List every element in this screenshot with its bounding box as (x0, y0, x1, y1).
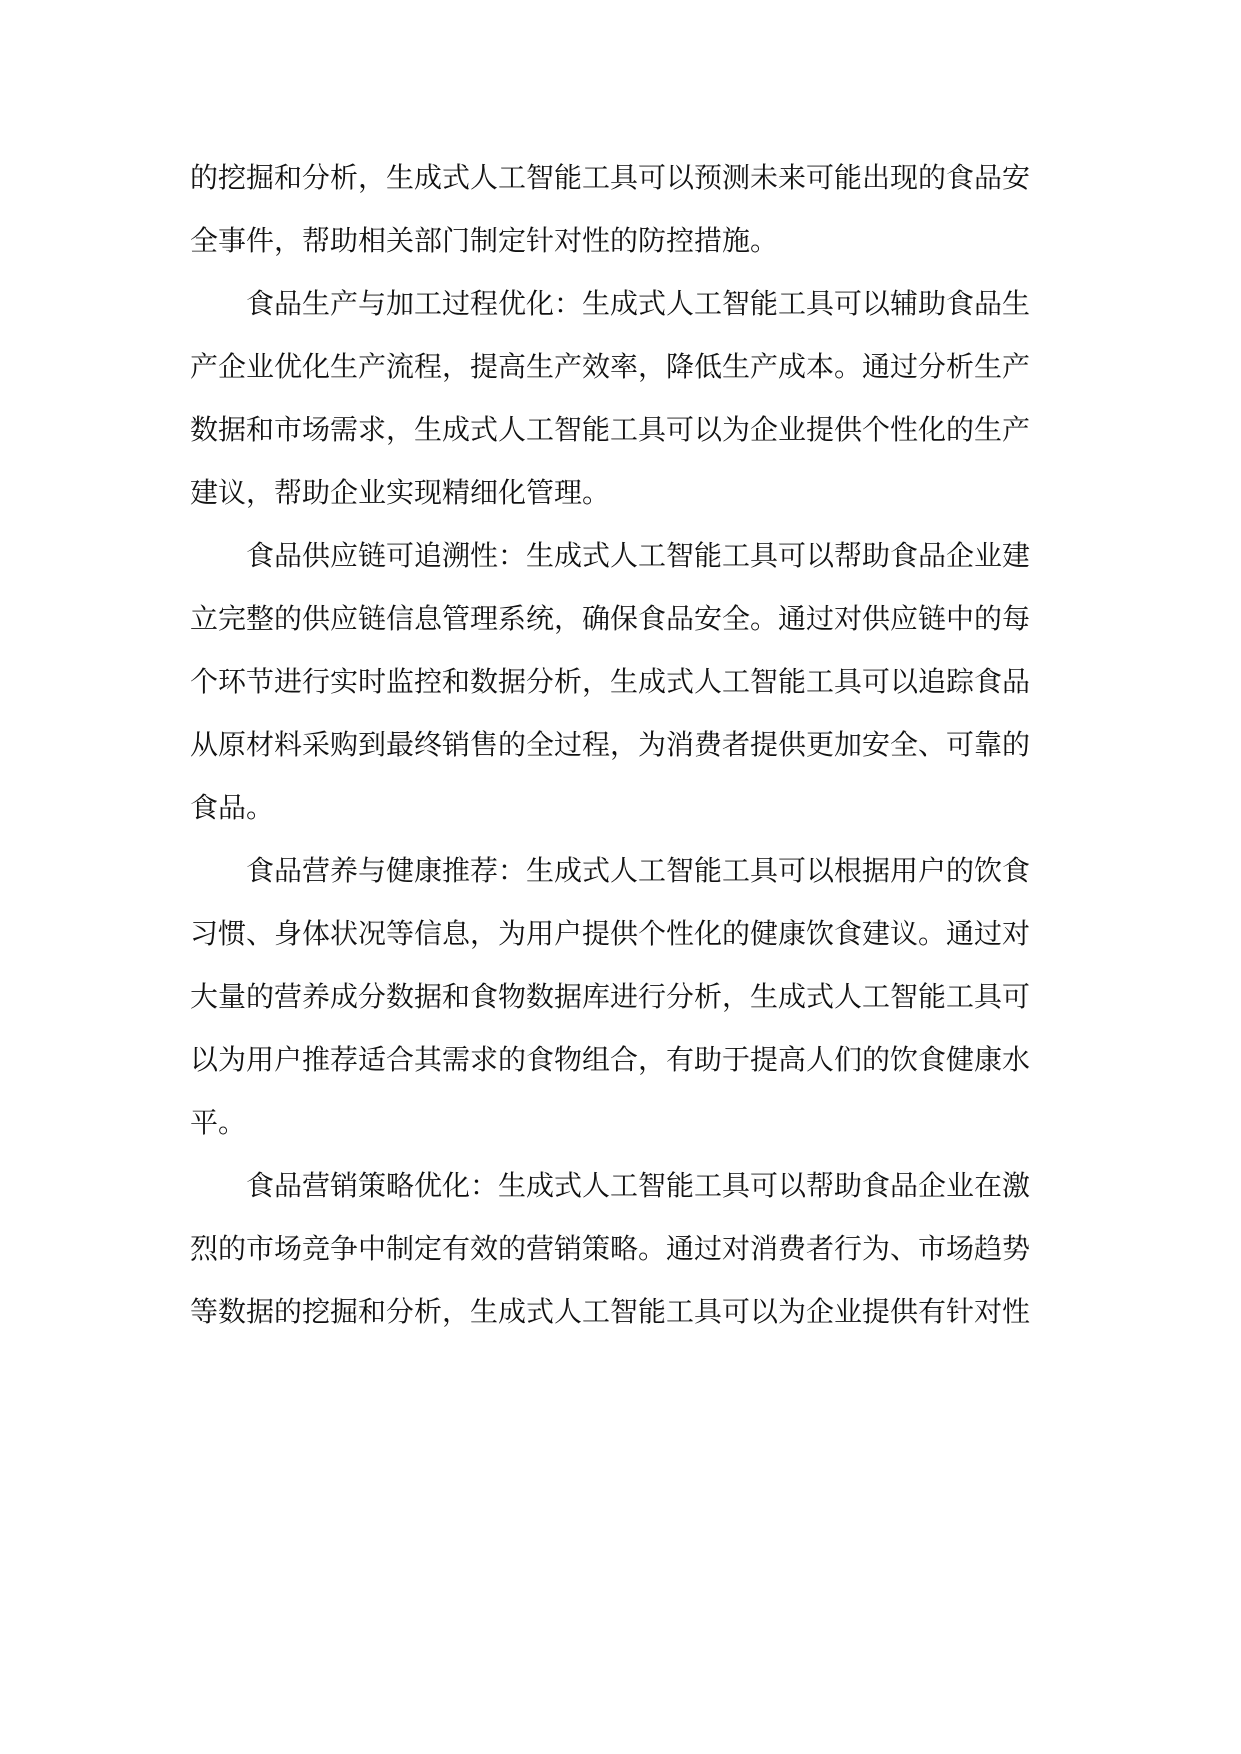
text-line: 的挖掘和分析，生成式人工智能工具可以预测未来可能出现的食品安 (190, 161, 1031, 194)
document-body (190, 146, 1050, 1343)
text-line: 食品生产与加工过程优化：生成式人工智能工具可以辅助食品生 (246, 287, 1031, 320)
text-line: 建议，帮助企业实现精细化管理。 (190, 476, 611, 509)
text-line: 烈的市场竞争中制定有效的营销策略。通过对消费者行为、市场趋势 (190, 1232, 1031, 1265)
text-line: 习惯、身体状况等信息，为用户提供个性化的健康饮食建议。通过对 (190, 917, 1031, 950)
text-line: 平。 (190, 1106, 247, 1139)
text-line: 食品供应链可追溯性：生成式人工智能工具可以帮助食品企业建 (246, 539, 1031, 572)
text-line: 立完整的供应链信息管理系统，确保食品安全。通过对供应链中的每 (190, 602, 1031, 635)
text-line: 大量的营养成分数据和食物数据库进行分析，生成式人工智能工具可 (190, 980, 1031, 1013)
text-line: 以为用户推荐适合其需求的食物组合，有助于提高人们的饮食健康水 (190, 1043, 1031, 1076)
text-line: 食品。 (190, 791, 275, 824)
text-line: 食品营养与健康推荐：生成式人工智能工具可以根据用户的饮食 (246, 854, 1031, 887)
paragraph (190, 146, 1050, 272)
paragraph (190, 1154, 1050, 1343)
paragraph (190, 839, 1050, 1154)
text-line: 等数据的挖掘和分析，生成式人工智能工具可以为企业提供有针对性 (190, 1295, 1031, 1328)
text-line: 从原材料采购到最终销售的全过程，为消费者提供更加安全、可靠的 (190, 728, 1031, 761)
text-line: 全事件，帮助相关部门制定针对性的防控措施。 (190, 224, 779, 257)
text-line: 产企业优化生产流程，提高生产效率，降低生产成本。通过分析生产 (190, 350, 1031, 383)
paragraph (190, 272, 1050, 524)
text-line: 食品营销策略优化：生成式人工智能工具可以帮助食品企业在激 (246, 1169, 1031, 1202)
paragraph (190, 524, 1050, 839)
text-line: 个环节进行实时监控和数据分析，生成式人工智能工具可以追踪食品 (190, 665, 1031, 698)
text-line: 数据和市场需求，生成式人工智能工具可以为企业提供个性化的生产 (190, 413, 1031, 446)
